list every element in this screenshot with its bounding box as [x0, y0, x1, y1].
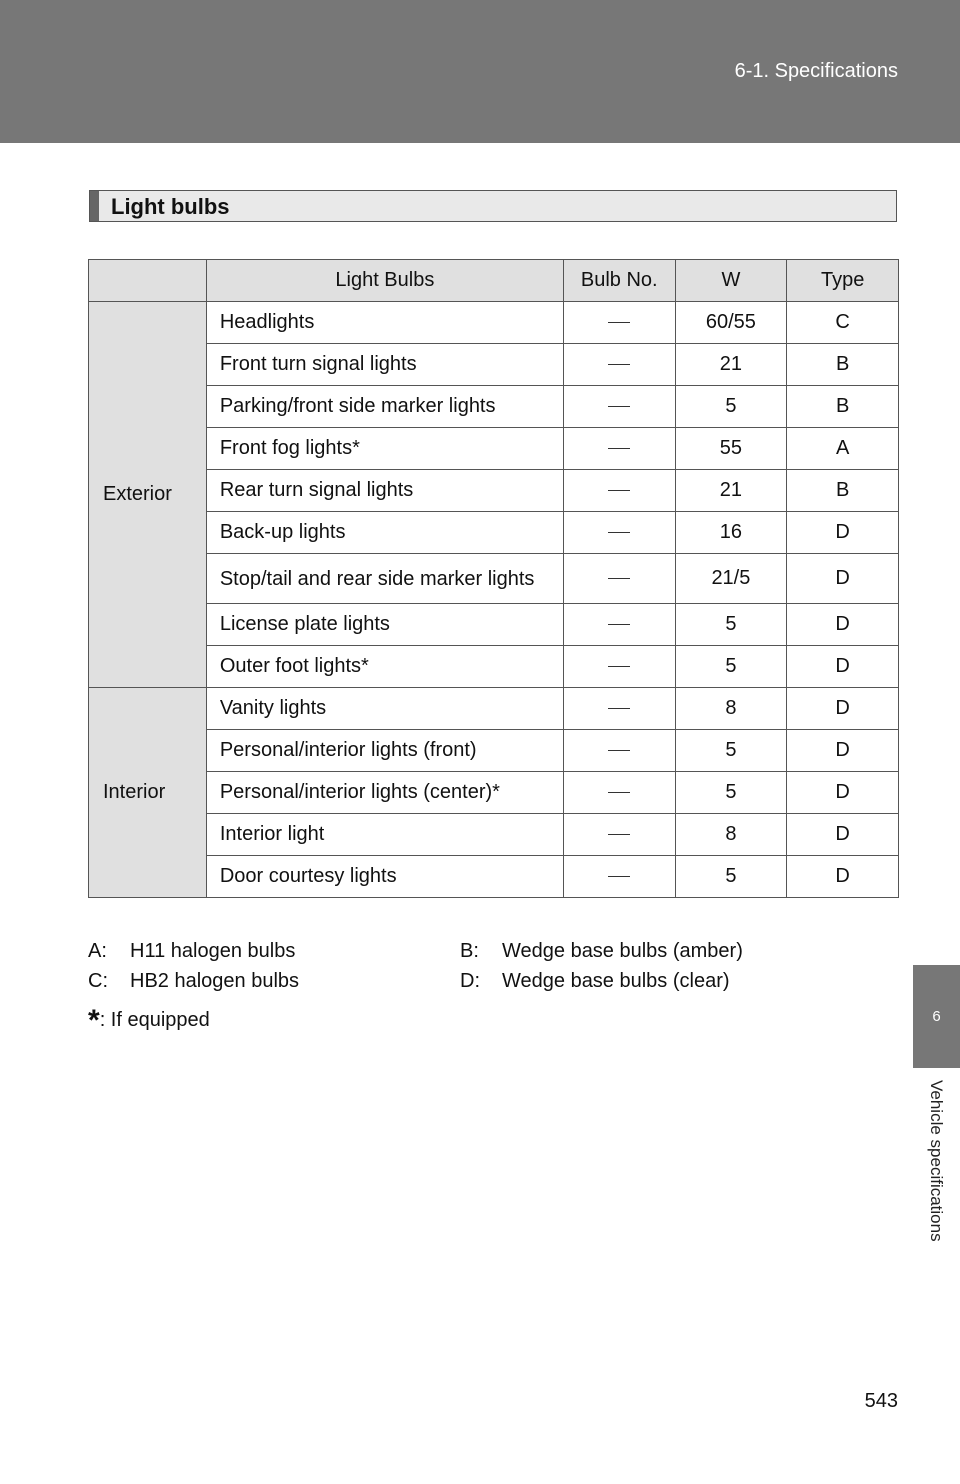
bulb-number	[563, 688, 675, 730]
legend-item: B: Wedge base bulbs (amber)	[460, 940, 743, 962]
table-row	[89, 344, 899, 386]
table-row	[89, 688, 899, 730]
type-legend	[88, 936, 848, 996]
legend-item: A: H11 halogen bulbs	[88, 940, 296, 962]
group-label: Exterior	[89, 302, 207, 688]
page-header	[0, 0, 960, 143]
bulb-name: Interior light	[206, 814, 563, 856]
bulb-type: B	[787, 386, 899, 428]
wattage: 55	[675, 428, 787, 470]
bulb-type: C	[787, 302, 899, 344]
dash-mark	[608, 406, 630, 407]
bulb-name: Personal/interior lights (front)	[206, 730, 563, 772]
section-title-bar	[89, 190, 897, 222]
bulb-name: Vanity lights	[206, 688, 563, 730]
dash-mark	[608, 708, 630, 709]
legend-row	[88, 936, 848, 966]
section-heading: 6-1. Specifications	[734, 60, 898, 82]
bulb-type: D	[787, 512, 899, 554]
wattage: 21	[675, 344, 787, 386]
table-body	[89, 302, 899, 898]
group-label: Interior	[89, 688, 207, 898]
bulb-name: Rear turn signal lights	[206, 470, 563, 512]
bulb-type: D	[787, 554, 899, 604]
dash-mark	[608, 750, 630, 751]
bulb-type: D	[787, 646, 899, 688]
dash-mark	[608, 666, 630, 667]
dash-mark	[608, 876, 630, 877]
bulb-number	[563, 730, 675, 772]
table-row	[89, 604, 899, 646]
bulb-type: D	[787, 604, 899, 646]
bulb-type: D	[787, 772, 899, 814]
table-row	[89, 646, 899, 688]
legend-item: D: Wedge base bulbs (clear)	[460, 970, 730, 992]
bulb-type: D	[787, 856, 899, 898]
bulb-type: D	[787, 688, 899, 730]
wattage: 5	[675, 646, 787, 688]
wattage: 5	[675, 856, 787, 898]
table-row	[89, 554, 899, 604]
table-row	[89, 302, 899, 344]
dash-mark	[608, 322, 630, 323]
dash-mark	[608, 624, 630, 625]
section-title: Light bulbs	[111, 194, 230, 219]
bulb-number	[563, 604, 675, 646]
dash-mark	[608, 364, 630, 365]
chapter-number: 6	[932, 1008, 941, 1025]
bulb-type: D	[787, 730, 899, 772]
bulb-name: Personal/interior lights (center)*	[206, 772, 563, 814]
bulb-number	[563, 554, 675, 604]
table-row	[89, 814, 899, 856]
table-header-row	[89, 260, 899, 302]
footnote-text: : If equipped	[99, 1009, 210, 1031]
footnote	[88, 1004, 210, 1038]
bulb-type: B	[787, 470, 899, 512]
wattage: 16	[675, 512, 787, 554]
dash-mark	[608, 490, 630, 491]
bulb-number	[563, 470, 675, 512]
wattage: 21	[675, 470, 787, 512]
page-number: 543	[864, 1390, 898, 1412]
wattage: 8	[675, 814, 787, 856]
wattage: 60/55	[675, 302, 787, 344]
bulb-type: A	[787, 428, 899, 470]
bulb-number	[563, 386, 675, 428]
bulb-number	[563, 814, 675, 856]
bulb-name: License plate lights	[206, 604, 563, 646]
dash-mark	[608, 578, 630, 579]
table-row	[89, 730, 899, 772]
bulb-name: Stop/tail and rear side marker lights	[206, 554, 563, 604]
header-light-bulbs: Light Bulbs	[206, 260, 563, 302]
bulb-type: B	[787, 344, 899, 386]
bulb-number	[563, 344, 675, 386]
dash-mark	[608, 532, 630, 533]
bulb-number	[563, 772, 675, 814]
dash-mark	[608, 834, 630, 835]
wattage: 5	[675, 386, 787, 428]
wattage: 5	[675, 772, 787, 814]
wattage: 5	[675, 604, 787, 646]
asterisk-mark: *	[88, 1004, 100, 1037]
bulb-name: Door courtesy lights	[206, 856, 563, 898]
header-w: W	[675, 260, 787, 302]
bulb-name: Front fog lights*	[206, 428, 563, 470]
wattage: 5	[675, 730, 787, 772]
header-bulb-no: Bulb No.	[563, 260, 675, 302]
bulb-number	[563, 428, 675, 470]
bulb-name: Outer foot lights*	[206, 646, 563, 688]
table-row	[89, 386, 899, 428]
wattage: 8	[675, 688, 787, 730]
table-row	[89, 512, 899, 554]
wattage: 21/5	[675, 554, 787, 604]
bulb-type: D	[787, 814, 899, 856]
header-blank	[89, 260, 207, 302]
bulb-number	[563, 646, 675, 688]
chapter-label: Vehicle specifications	[927, 1080, 946, 1242]
bulb-name: Front turn signal lights	[206, 344, 563, 386]
bulb-number	[563, 302, 675, 344]
bulb-number	[563, 512, 675, 554]
bulb-number	[563, 856, 675, 898]
dash-mark	[608, 792, 630, 793]
chapter-tab	[913, 965, 960, 1068]
header-type: Type	[787, 260, 899, 302]
table-row	[89, 856, 899, 898]
dash-mark	[608, 448, 630, 449]
bulb-name: Headlights	[206, 302, 563, 344]
light-bulbs-table	[88, 259, 899, 898]
bulb-name: Parking/front side marker lights	[206, 386, 563, 428]
title-marker	[90, 191, 99, 221]
table-row	[89, 772, 899, 814]
table-row	[89, 428, 899, 470]
bulb-name: Back-up lights	[206, 512, 563, 554]
table-row	[89, 470, 899, 512]
legend-row	[88, 966, 848, 996]
legend-item: C: HB2 halogen bulbs	[88, 970, 300, 992]
